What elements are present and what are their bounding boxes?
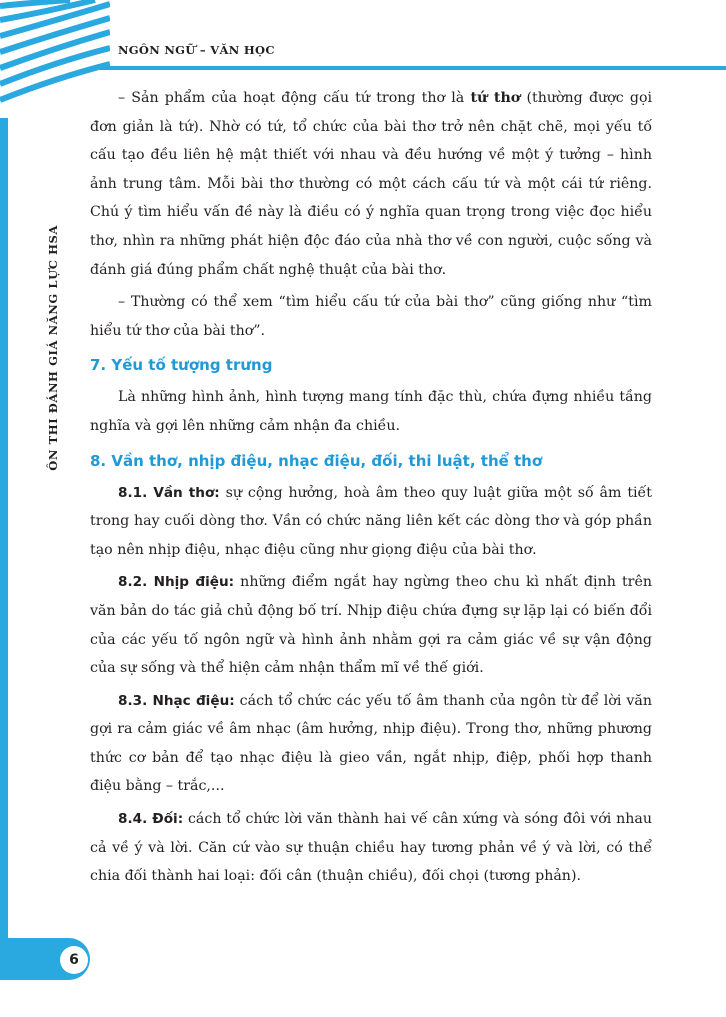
section-heading-8: 8. Vần thơ, nhịp điệu, nhạc điệu, đối, thi luật, thể thơ xyxy=(90,451,543,470)
text-segment: (thường được gọi đơn giản là tứ). Nhờ có tứ, tổ chức của bài thơ trở nên chặt chẽ, mọi yếu tố cấu tạo đều liên hệ mật thiết với nhau và đều hướng về một ý tưởng – hình ảnh trung tâm. Mỗi bài thơ thường có một cách cấu tứ và một cái tứ riêng. Chú ý tìm hiểu vấn đề này là điều có ý nghĩa quan trọng trong việc đọc hiểu thơ, nhìn ra những phát hiện độc đáo của nhà thơ về con người, cuộc sống và đánh giá đúng phẩm chất nghệ thuật của bài thơ. xyxy=(90,90,653,278)
paragraph-cau-tu: – Thường có thể xem “tìm hiểu cấu tứ của bài thơ” cũng giống như “tìm hiểu tứ thơ của bài thơ”. xyxy=(90,294,652,339)
text-segment: – Sản phẩm của hoạt động cấu tứ trong thơ là xyxy=(118,90,471,106)
subsection-lead: 8.1. Vần thơ: xyxy=(118,484,220,501)
section-heading-7: 7. Yếu tố tượng trưng xyxy=(90,356,273,375)
subsection-text: những điểm ngắt hay ngừng theo chu kì nhất định trên văn bản do tác giả chủ động bố trí. Nhịp điệu chứa đựng sự lặp lại có biến đổi của các yếu tố ngôn ngữ và hình ảnh nhằm gợi ra cảm giác về sự vận động của sự sống và thể hiện cảm nhận thẩm mĩ về thế giới. xyxy=(90,574,652,677)
paragraph-tuong-trung: Là những hình ảnh, hình tượng mang tính đặc thù, chứa đựng nhiều tầng nghĩa và gợi lên những cảm nhận đa chiều. xyxy=(90,389,652,434)
subsection-text: sự cộng hưởng, hoà âm theo quy luật giữa một số âm tiết trong hay cuối dòng thơ. Vần có chức năng liên kết các dòng thơ và góp phần tạo nên nhịp điệu, nhạc điệu cũng như giọng điệu của bài thơ. xyxy=(90,484,652,558)
left-accent-strip xyxy=(0,118,8,948)
subsection-8-2 xyxy=(90,568,652,682)
header-rule xyxy=(100,66,726,70)
subsection-8-3 xyxy=(90,687,652,801)
subsection-8-1 xyxy=(90,479,652,565)
subsection-8-4 xyxy=(90,805,652,891)
paragraph-tu-tho xyxy=(90,84,652,284)
subsection-lead: 8.4. Đối: xyxy=(118,811,184,828)
page-number: 6 xyxy=(60,946,88,974)
subsection-text: cách tổ chức các yếu tố âm thanh của ngôn từ để lời văn gợi ra cảm giác về âm nhạc (âm hưởng, nhịp điệu). Trong thơ, những phương thức cơ bản để tạo nhạc điệu là gieo vần, ngắt nhịp, điệp, phối hợp thanh điệu bằng – trắc,... xyxy=(90,692,652,795)
subsection-lead: 8.2. Nhịp điệu: xyxy=(118,574,235,591)
subsection-text: cách tổ chức lời văn thành hai vế cân xứng và sóng đôi với nhau cả về ý và lời. Căn cứ vào sự thuận chiều hay tương phản về ý và lời, có thể chia đối thành hai loại: đối cân (thuận chiều), đối chọi (tương phản). xyxy=(90,811,652,885)
bold-term: tứ thơ xyxy=(470,90,521,106)
page-content xyxy=(90,84,652,895)
subsection-lead: 8.3. Nhạc điệu: xyxy=(118,692,235,709)
running-header: NGÔN NGỮ – VĂN HỌC xyxy=(118,43,275,57)
side-label: ÔN THI ĐÁNH GIÁ NĂNG LỰC HSA xyxy=(46,225,60,471)
